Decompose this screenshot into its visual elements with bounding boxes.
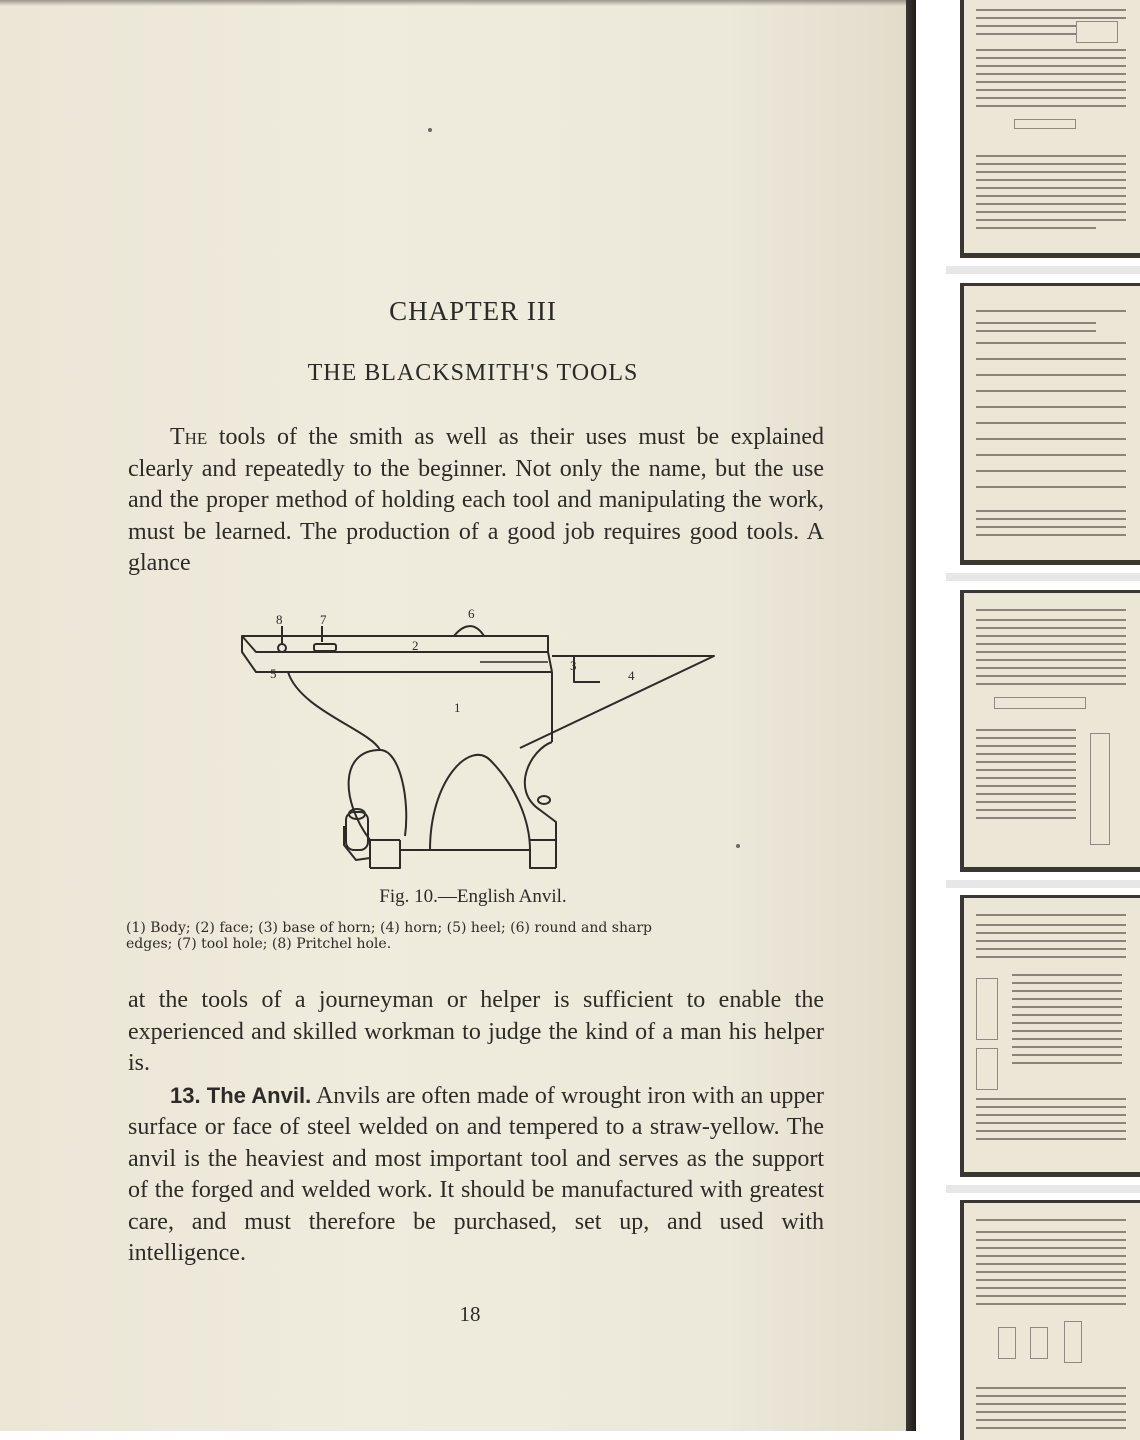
page-thumbnail[interactable] bbox=[960, 1200, 1140, 1440]
paper-speck bbox=[428, 128, 432, 132]
intro-lead-word: The bbox=[170, 424, 208, 450]
intro-text: tools of the smith as well as their uses must be explained clearly and repeatedly to the beginner. Not only the name, but the use and the proper method of holding each tool and manipulating the work, must be learned. The production of a good job requires good tools. A glance bbox=[128, 424, 824, 576]
anvil-face-outline bbox=[242, 636, 548, 652]
anvil-horn-outline bbox=[520, 656, 714, 748]
page-thumbnail[interactable] bbox=[960, 283, 1140, 565]
pritchel-hole bbox=[278, 644, 286, 652]
figure-legend-line-2: edges; (7) tool hole; (8) Pritchel hole. bbox=[126, 936, 392, 952]
section-heading: 13. The Anvil. bbox=[170, 1082, 312, 1108]
page-thumbnail[interactable] bbox=[960, 590, 1140, 872]
anvil-arch bbox=[430, 755, 530, 850]
figure-label-2: 2 bbox=[412, 638, 419, 653]
page-number: 18 bbox=[459, 1302, 481, 1326]
section-text: Anvils are often made of wrought iron with an upper surface or face of steel welded on and tempered to a straw-yellow. The anvil is the heaviest and most important tool and serves as the support of the forged and welded work. It should be manufactured with greatest care, and must therefore be purchased, set up, and used with intelligence. bbox=[128, 1082, 824, 1266]
figure-label-1: 1 bbox=[454, 700, 461, 715]
thumbnail-panel[interactable] bbox=[946, 0, 1140, 1431]
figure-legend bbox=[126, 920, 826, 952]
page-thumbnail[interactable] bbox=[960, 895, 1140, 1177]
continued-paragraph bbox=[128, 985, 824, 1270]
figure-legend-line-1: (1) Body; (2) face; (3) base of horn; (4) horn; (5) heel; (6) round and sharp bbox=[126, 920, 652, 936]
anvil-figure bbox=[230, 600, 730, 880]
page-top-shadow bbox=[0, 0, 906, 6]
paper-speck bbox=[736, 844, 740, 848]
page-edge bbox=[906, 0, 916, 1431]
figure-label-5: 5 bbox=[270, 666, 277, 681]
figure-label-8: 8 bbox=[276, 612, 283, 627]
chapter-title: THE BLACKSMITH'S TOOLS bbox=[307, 360, 639, 386]
chapter-number: CHAPTER III bbox=[389, 296, 557, 326]
continued-text: at the tools of a journeyman or helper is sufficient to enable the experienced and skilled workman to judge the kind of a man his helper is. bbox=[128, 987, 824, 1076]
figure-label-3: 3 bbox=[570, 658, 577, 673]
intro-paragraph bbox=[128, 422, 824, 580]
figure-label-7: 7 bbox=[320, 612, 327, 627]
anvil-body-left bbox=[288, 672, 380, 868]
thumbnail-separator bbox=[946, 266, 1140, 274]
thumbnail-separator bbox=[946, 1185, 1140, 1193]
thumbnail-separator bbox=[946, 880, 1140, 888]
viewer-gutter bbox=[916, 0, 946, 1431]
figure-label-4: 4 bbox=[628, 668, 635, 683]
page-thumbnail[interactable] bbox=[960, 0, 1140, 258]
thumbnail-separator bbox=[946, 573, 1140, 581]
figure-caption: Fig. 10.—English Anvil. bbox=[379, 886, 567, 907]
tool-hole bbox=[314, 644, 336, 651]
anvil-heel-outline bbox=[242, 636, 552, 672]
figure-label-6: 6 bbox=[468, 606, 475, 621]
